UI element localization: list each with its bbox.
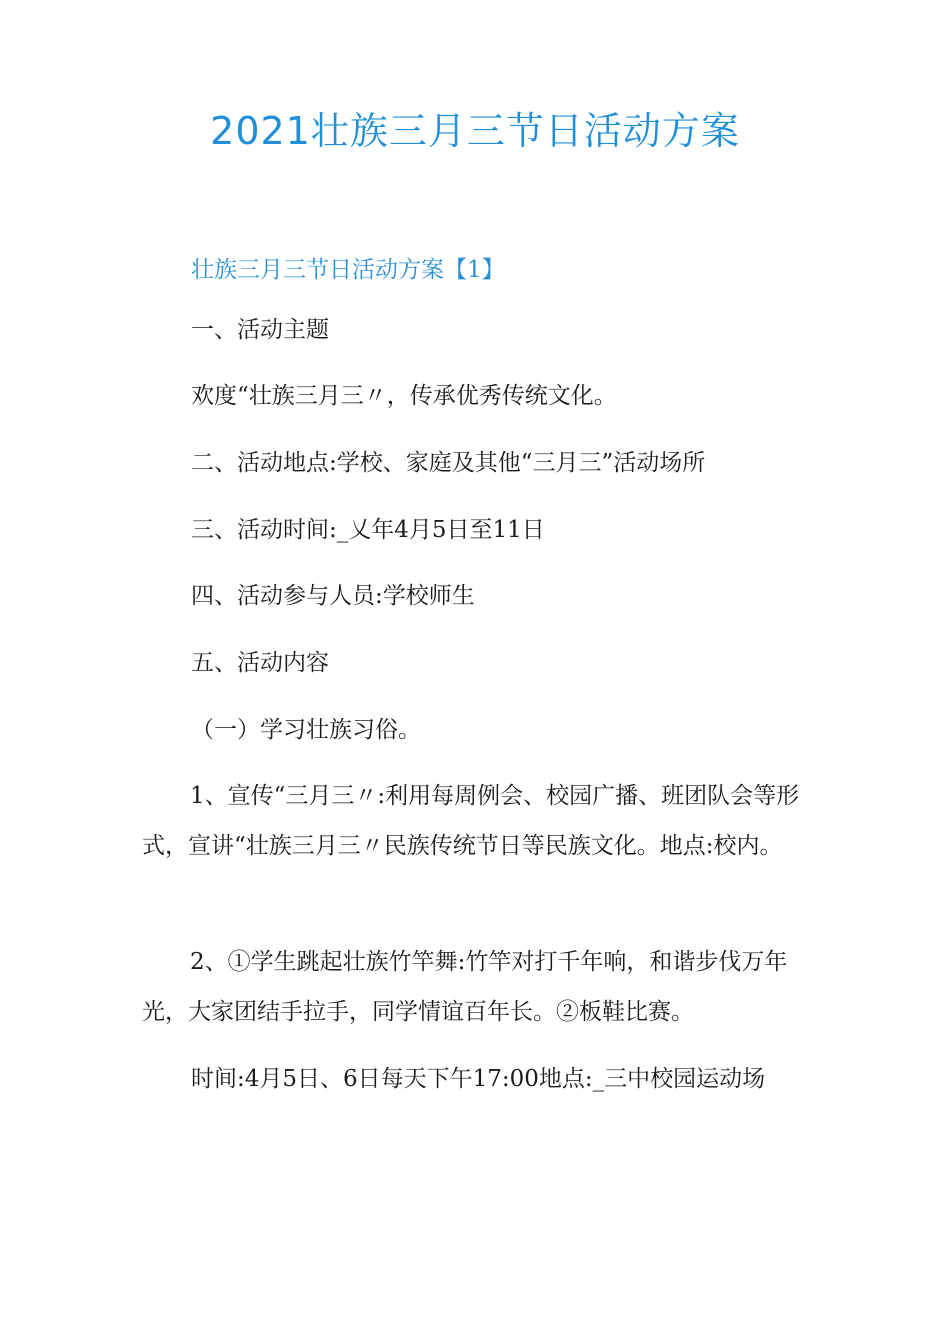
theme-text: 欢度“壮族三月三〃，传承优秀传统文化。	[191, 383, 617, 409]
heading-location: 二、活动地点:学校、家庭及其他“三月三”活动场所	[191, 450, 706, 476]
document-title: 2021壮族三月三节日活动方案	[210, 109, 740, 153]
section-heading: 壮族三月三节日活动方案【1】	[191, 257, 505, 283]
paragraph-activities: 2、①学生跳起壮族竹竿舞:竹竿对打千年响，和谐步伐万年光，大家团结手拉手，同学情谊百年长。②板鞋比赛。	[142, 949, 788, 1025]
heading-theme: 一、活动主题	[191, 317, 329, 343]
time-location-line: 时间:4月5日、6日每天下午17:00地点:_三中校园运动场	[191, 1066, 766, 1092]
paragraph-promotion: 1、宣传“三月三〃:利用每周例会、校园广播、班团队会等形式，宣讲“壮族三月三〃民族传统节日等民族文化。地点:校内。	[142, 783, 800, 859]
subheading-customs: （一）学习壮族习俗。	[191, 717, 421, 743]
heading-content: 五、活动内容	[191, 650, 329, 676]
heading-participants: 四、活动参与人员:学校师生	[191, 583, 475, 609]
heading-time: 三、活动时间:_乂年4月5日至11日	[191, 517, 545, 543]
